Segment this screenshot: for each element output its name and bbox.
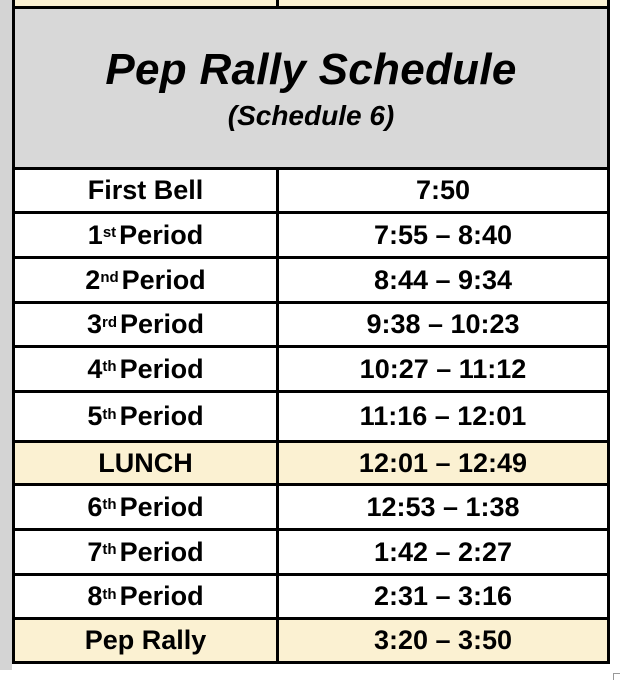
- period-label: 2 $^{nd}$ Period: [85, 264, 206, 295]
- schedule-table: [12, 0, 610, 664]
- schedule-row: [15, 531, 607, 576]
- period-label: [15, 443, 276, 483]
- period-time: 8:44 – 9:34: [276, 259, 607, 301]
- period-label: 1 $^{st}$ Period: [87, 219, 204, 250]
- resize-corner: [613, 673, 620, 680]
- period-label-text: 1: [87, 219, 103, 250]
- period-word: Period: [119, 536, 204, 567]
- period-label-text: 7: [87, 536, 103, 567]
- period-label-text: 4: [87, 353, 103, 384]
- period-label-text: 5: [87, 401, 103, 431]
- period-label-text: Pep Rally: [84, 625, 207, 655]
- period-label: [15, 170, 276, 211]
- period-time: 7:55 – 8:40: [276, 214, 607, 256]
- period-time: 2:31 – 3:16: [276, 576, 607, 617]
- schedule-row: [15, 576, 607, 620]
- period-time: 1:42 – 2:27: [276, 531, 607, 573]
- left-gutter: [0, 0, 12, 670]
- schedule-row: [15, 348, 607, 393]
- period-word: Period: [119, 219, 204, 250]
- schedule-row: [15, 620, 607, 664]
- period-time: 7:50: [276, 170, 607, 211]
- schedule-row: [15, 304, 607, 348]
- schedule-title: Pep Rally Schedule: [105, 44, 517, 94]
- schedule-subtitle: (Schedule 6): [227, 100, 395, 131]
- schedule-row: [15, 170, 607, 214]
- schedule-row: [15, 486, 607, 531]
- period-word: Period: [119, 353, 204, 384]
- period-time: 9:38 – 10:23: [276, 304, 607, 345]
- period-time: 10:27 – 11:12: [276, 348, 607, 390]
- period-word: Period: [121, 264, 206, 295]
- period-label-text: First Bell: [87, 175, 204, 205]
- period-label: 6 $^{th}$ Period: [87, 491, 204, 522]
- period-label: 5 $^{th}$ Period: [87, 401, 204, 431]
- period-label: 3 $^{rd}$ Period: [86, 309, 205, 339]
- schedule-row: [15, 443, 607, 486]
- period-time: 3:20 – 3:50: [276, 620, 607, 661]
- schedule-rows: [15, 170, 607, 664]
- period-time: 11:16 – 12:01: [276, 393, 607, 440]
- schedule-header: [15, 9, 607, 170]
- period-label-text: 6: [87, 491, 103, 522]
- column-divider: [276, 0, 279, 6]
- period-label: 7 $^{th}$ Period: [87, 536, 204, 567]
- period-word: Period: [119, 581, 204, 611]
- period-word: Period: [120, 309, 205, 339]
- period-label-text: 3: [86, 309, 102, 339]
- schedule-row: [15, 259, 607, 304]
- period-label-text: 2: [85, 264, 101, 295]
- top-strip: [15, 0, 607, 9]
- schedule-row: [15, 214, 607, 259]
- period-label: 8 $^{th}$ Period: [87, 581, 204, 611]
- period-word: Period: [119, 401, 204, 431]
- period-label: [15, 620, 276, 661]
- period-label-text: LUNCH: [98, 447, 193, 478]
- period-word: Period: [119, 491, 204, 522]
- period-time: 12:53 – 1:38: [276, 486, 607, 528]
- period-label: 4 $^{th}$ Period: [87, 353, 204, 384]
- schedule-row: [15, 393, 607, 443]
- period-label-text: 8: [87, 581, 103, 611]
- period-time: 12:01 – 12:49: [276, 443, 607, 483]
